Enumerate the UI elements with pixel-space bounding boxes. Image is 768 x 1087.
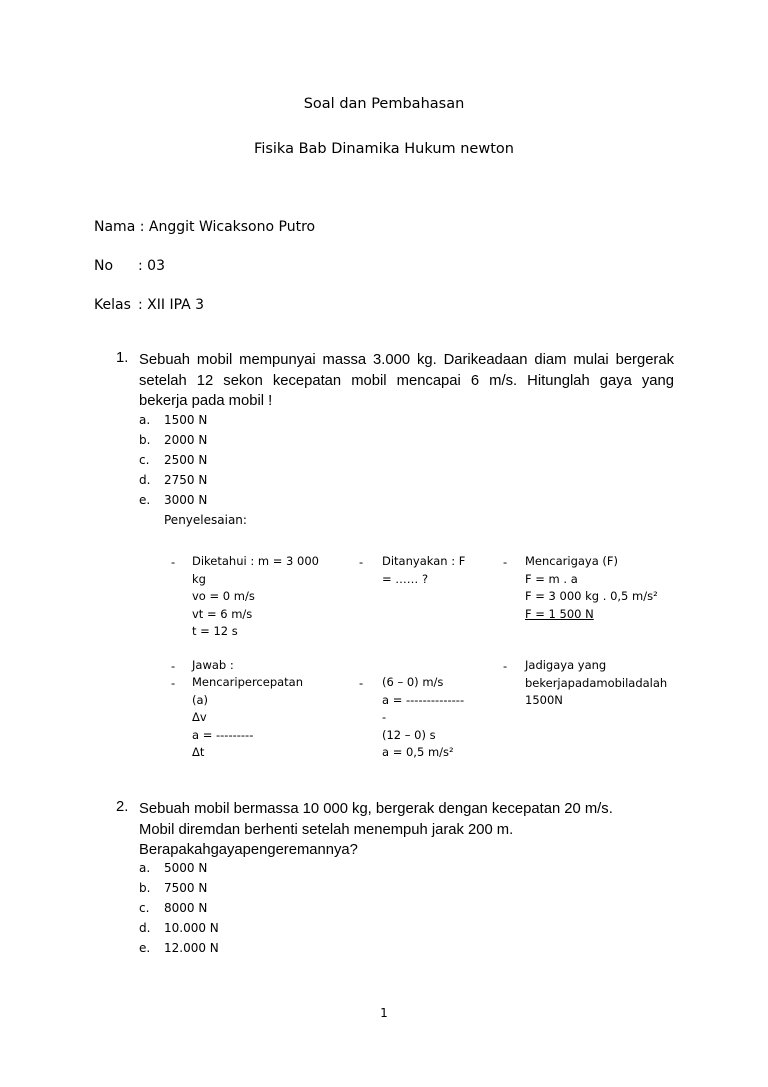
class-value: : XII IPA 3 bbox=[138, 297, 205, 313]
accel-block: (6 – 0) m/s a = -------------- - (12 – 0) s a = 0,5 m/s² bbox=[382, 675, 465, 759]
student-no-row bbox=[94, 258, 165, 274]
page-title: Soal dan Pembahasan bbox=[303, 96, 465, 112]
q2-number: 2. bbox=[116, 799, 129, 815]
q2-line2: Mobil diremdan berhenti setelah menempuh jarak 200 m. bbox=[139, 821, 514, 838]
conclusion-dash: - bbox=[503, 659, 508, 673]
no-value: : 03 bbox=[138, 258, 165, 274]
q1-line2: setelah 12 sekon kecepatan mobil mencapai 6 m/s. Hitunglah gaya yang bbox=[139, 372, 674, 389]
q1-line1: Sebuah mobil mempunyai massa 3.000 kg. Darikeadaan diam mulai bergerak bbox=[139, 352, 674, 368]
answer-block: Mencaripercepatan (a) Δv a = --------- Δt bbox=[192, 675, 304, 759]
student-name-row bbox=[94, 219, 315, 235]
accel-dash: - bbox=[359, 676, 364, 690]
page-subtitle: Fisika Bab Dinamika Hukum newton bbox=[254, 141, 514, 157]
no-label: No bbox=[94, 258, 114, 274]
solution-label: Penyelesaian: bbox=[164, 513, 247, 527]
q1-line3: bekerja pada mobil ! bbox=[139, 393, 273, 409]
answer-label: Jawab : bbox=[192, 658, 234, 672]
known-block: Diketahui : m = 3 000 kg vo = 0 m/s vt = 6 m/s t = 12 s bbox=[192, 554, 319, 638]
answer-dash-2: - bbox=[171, 676, 176, 690]
asked-block: Ditanyakan : F = …… ? bbox=[382, 554, 466, 586]
force-block: Mencarigaya (F) F = m . a F = 3 000 kg . 0,5 m/s² F = 1 500 N bbox=[525, 554, 658, 621]
name-label: Nama bbox=[94, 219, 136, 235]
asked-dash: - bbox=[359, 555, 364, 569]
conclusion-block: Jadigaya yang bekerjapadamobiladalah 1500N bbox=[525, 658, 668, 707]
answer-dash-1: - bbox=[171, 659, 176, 673]
class-label: Kelas bbox=[94, 297, 131, 313]
name-value: : Anggit Wicaksono Putro bbox=[139, 219, 316, 235]
q2-line3: Berapakahgayapengeremannya? bbox=[139, 842, 358, 858]
known-dash: - bbox=[171, 555, 176, 569]
page-number: 1 bbox=[380, 1006, 388, 1020]
student-class-row bbox=[94, 297, 204, 313]
q2-line1: Sebuah mobil bermassa 10 000 kg, bergerak dengan kecepatan 20 m/s. bbox=[139, 801, 613, 817]
q2-text bbox=[139, 799, 679, 861]
q1-text bbox=[139, 350, 674, 412]
force-dash: - bbox=[503, 555, 508, 569]
q1-number: 1. bbox=[116, 350, 129, 366]
